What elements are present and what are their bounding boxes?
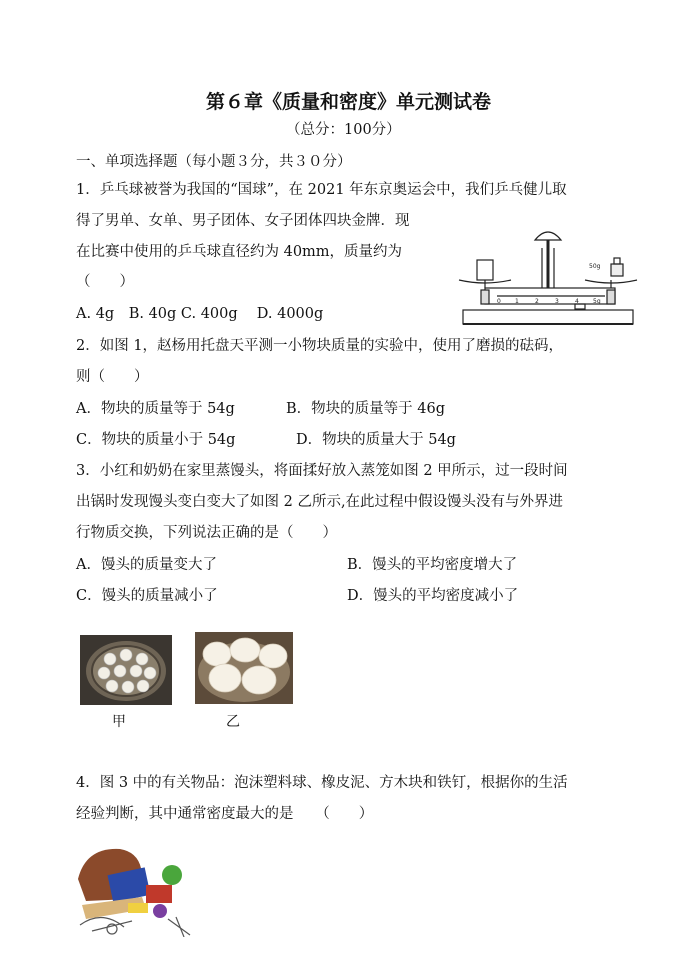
q3-line-2: 出锅时发现馒头变白变大了如图 2 乙所示,在此过程中假设馒头没有与外界进 <box>76 494 564 510</box>
section-heading: 一、单项选择题（每小题３分，共３０分） <box>76 154 352 170</box>
tick-0: 0 <box>497 298 501 305</box>
weight-label: 50g <box>589 263 601 270</box>
balance-figure <box>455 226 641 328</box>
q4-line-2: 经验判断，其中通常密度最大的是 （ ） <box>76 806 374 822</box>
q2-line-1: 2．如图 1，赵杨用托盘天平测一小物块质量的实验中，使用了磨损的砝码， <box>76 338 564 354</box>
total-score: （总分：100分） <box>286 122 401 138</box>
q3-option-c: C．馒头的质量减小了 <box>76 588 218 604</box>
q3-line-1: 3．小红和奶奶在家里蒸馒头，将面揉好放入蒸笼如图 2 甲所示，过一段时间 <box>76 463 568 479</box>
q1-line-2: 得了男单、女单、男子团体、女子团体四块金牌．现 <box>76 213 410 229</box>
q1-blank: （ ） <box>76 274 134 290</box>
page-title: 第６章《质量和密度》单元测试卷 <box>206 91 492 113</box>
tick-2: 2 <box>535 298 539 305</box>
q2-line-2: 则（ ） <box>76 369 149 385</box>
caption-jia: 甲 <box>112 714 126 730</box>
q4-line-1: 4．图 3 中的有关物品：泡沫塑料球、橡皮泥、方木块和铁钉，根据你的生活 <box>76 775 568 791</box>
steamer-photo-yi <box>195 632 293 704</box>
q1-line-1: 1．乒乓球被誉为我国的“国球”，在 2021 年东京奥运会中，我们乒乓健儿取 <box>76 182 567 198</box>
tick-1: 1 <box>515 298 519 305</box>
q2-option-c: C．物块的质量小于 54g <box>76 432 236 448</box>
q1-options: A. 4g B. 40g C. 400g D. 4000g <box>76 306 324 322</box>
caption-yi: 乙 <box>226 714 240 730</box>
q2-option-b: B．物块的质量等于 46g <box>286 401 445 417</box>
objects-photo <box>72 839 196 937</box>
tick-3: 3 <box>555 298 559 305</box>
q1-line-3: 在比赛中使用的乒乓球直径约为 40mm，质量约为 <box>76 244 403 260</box>
q2-option-d: D．物块的质量大于 54g <box>296 432 456 448</box>
tick-5: 5g <box>593 298 601 305</box>
q3-option-d: D．馒头的平均密度减小了 <box>347 588 519 604</box>
q2-option-a: A．物块的质量等于 54g <box>76 401 235 417</box>
q3-line-3: 行物质交换，下列说法正确的是（ ） <box>76 525 337 541</box>
q3-option-a: A．馒头的质量变大了 <box>76 557 217 573</box>
tick-4: 4 <box>575 298 579 305</box>
q3-option-b: B．馒头的平均密度增大了 <box>347 557 518 573</box>
steamer-photo-jia <box>80 635 172 705</box>
